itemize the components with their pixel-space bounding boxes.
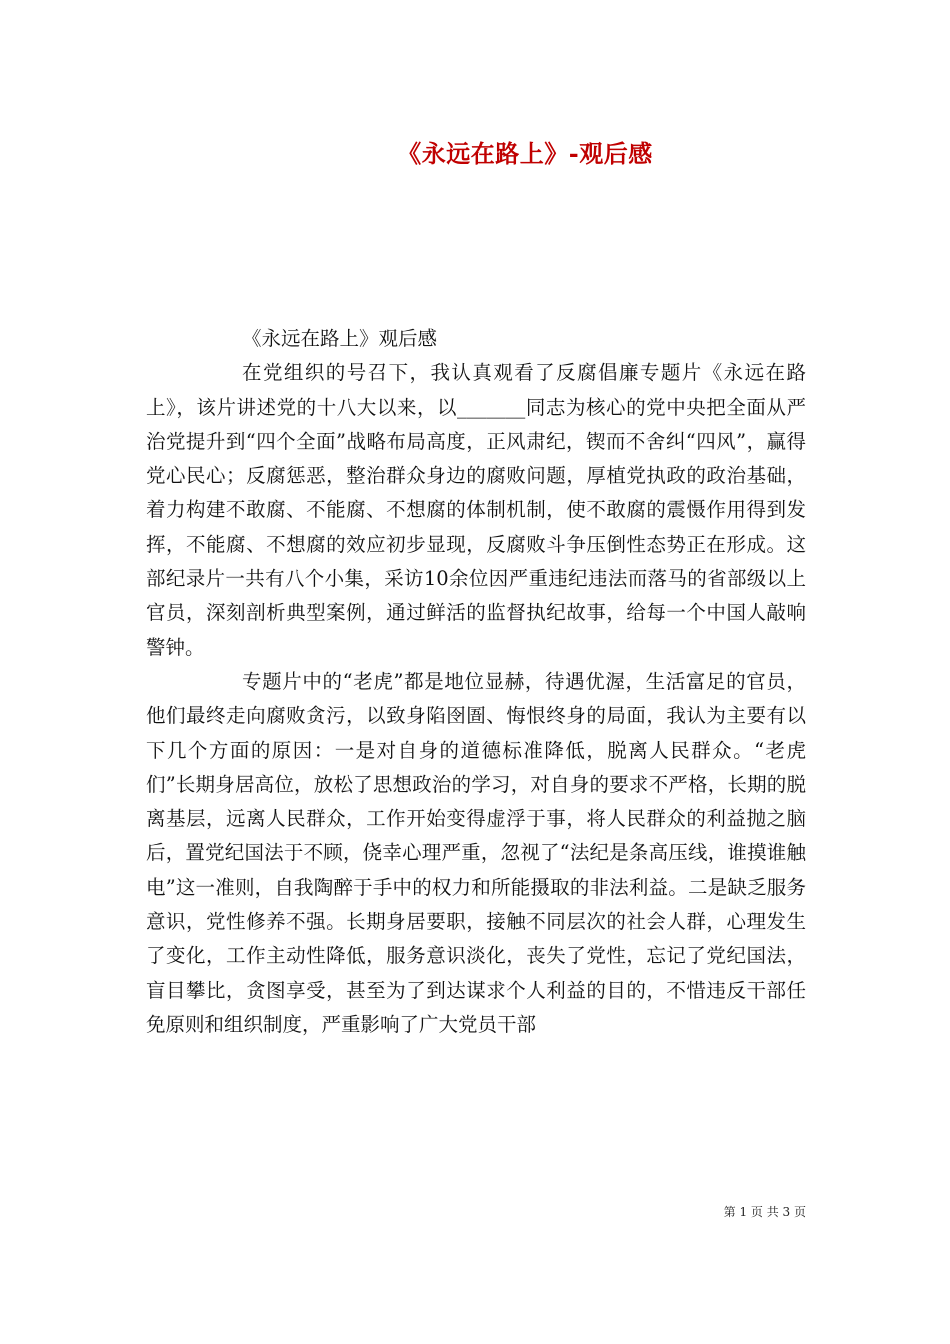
paragraph-2: 专题片中的“老虎”都是地位显赫，待遇优渥，生活富足的官员，他们最终走向腐败贪污，以致身陷囹圄、悔恨终身的局面，我认为主要有以下几个方面的原因：一是对自身的道德标准降低，脱离人民群众。“老虎们”长期身居高位，放松了思想政治的学习，对自身的要求不严格，长期的脱离基层，远离人民群众，工作开始变得虚浮于事，将人民群众的利益抛之脑后，置党纪国法于不顾，侥幸心理严重，忽视了“法纪是条高压线，谁摸谁触电”这一准则，自我陶醉于手中的权力和所能摄取的非法利益。二是缺乏服务意识，党性修养不强。长期身居要职，接触不同层次的社会人群，心理发生了变化，工作主动性降低，服务意识淡化，丧失了党性，忘记了党纪国法，盲目攀比，贪图享受，甚至为了到达谋求个人利益的目的，不惜违反干部任免原则和组织制度，严重影响了广大党员干部 [146,669,806,1036]
document-body [146,322,806,1042]
page-number-footer: 第 1 页 共 3 页 [723,1205,806,1219]
paragraph-1: 在党组织的号召下，我认真观看了反腐倡廉专题片《永远在路上》，该片讲述党的十八大以来，以_______同志为核心的党中央把全面从严治党提升到“四个全面”战略布局高度，正风肃纪，锲而不舍纠“四风”，赢得党心民心；反腐惩恶，整治群众身边的腐败问题，厚植党执政的政治基础，着力构建不敢腐、不能腐、不想腐的体制机制，使不敢腐的震慑作用得到发挥，不能腐、不想腐的效应初步显现，反腐败斗争压倒性态势正在形成。这部纪录片一共有八个小集，采访10余位因严重违纪违法而落马的省部级以上官员，深刻剖析典型案例，通过鲜活的监督执纪故事，给每一个中国人敲响警钟。 [146,361,806,659]
document-subtitle: 《永远在路上》观后感 [242,327,438,350]
document-title: 《永远在路上》-观后感 [397,139,653,168]
